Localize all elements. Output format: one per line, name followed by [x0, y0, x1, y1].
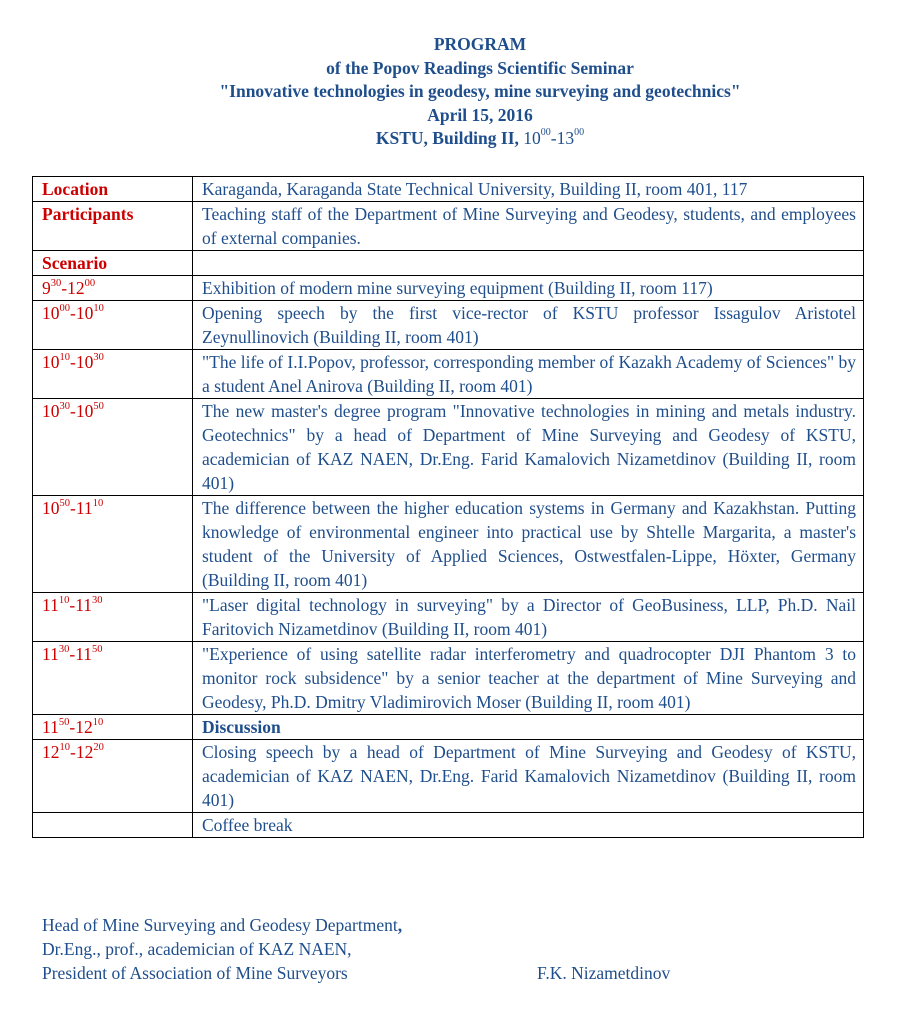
- schedule-description: "Experience of using satellite radar interferometry and quadrocopter DJI Phantom 3 to monitor rock subsidence" by a senior teacher at the department of Mine Surveying and Geodesy, Ph.D. Dmitry Vladimirovich Moser (Building II, room 401): [193, 642, 864, 715]
- participants-row: [33, 202, 864, 251]
- closing-time: [33, 813, 193, 838]
- schedule-time: $10^{10}-10^{30}$: [33, 350, 193, 399]
- program-title: PROGRAM: [433, 34, 527, 54]
- program-table: [32, 176, 864, 838]
- schedule-row: [33, 350, 864, 399]
- schedule-row: [33, 715, 864, 740]
- seminar-name: of the Popov Readings Scientific Seminar: [326, 57, 634, 78]
- schedule-description: "The life of I.I.Popov, professor, corresponding member of Kazakh Academy of Sciences" by a student Anel Anirova (Building II, room 401): [193, 350, 864, 399]
- closing-row: [33, 813, 864, 838]
- seminar-date: April 15, 2016: [427, 104, 533, 125]
- schedule-description: The difference between the higher education systems in Germany and Kazakhstan. Putting knowledge of environmental engineer into practical use by Shtelle Margarita, a master's student of the University of Applied Sciences, Ostwestfalen-Lippe, Höxter, Germany (Building II, room 401): [193, 496, 864, 593]
- schedule-row: [33, 301, 864, 350]
- time-range: $10^{00}-13^{00}$: [523, 127, 585, 148]
- venue: KSTU, Building II,: [375, 128, 519, 148]
- signer-position: Head of Mine Surveying and Geodesy Department,: [42, 915, 403, 935]
- program-header: [0, 33, 897, 151]
- venue-time: [0, 127, 897, 151]
- schedule-row: [33, 642, 864, 715]
- schedule-time: $10^{00}-10^{10}$: [33, 301, 193, 350]
- seminar-theme: "Innovative technologies in geodesy, mine surveying and geotechnics": [219, 81, 741, 101]
- schedule-time: $11^{50}-12^{10}$: [33, 715, 193, 740]
- signer-degree: Dr.Eng., prof., academician of KAZ NAEN,: [42, 939, 352, 959]
- participants-label: Participants: [33, 202, 193, 251]
- schedule-description: The new master's degree program "Innovative technologies in mining and metals industry. Geotechnics" by a head of Department of Mine Surveying and Geodesy of KSTU, academician of KAZ NAEN, Dr.Eng. Farid Kamalovich Nizametdinov (Building II, room 401): [193, 399, 864, 496]
- signer-name: F.K. Nizametdinov: [537, 963, 671, 983]
- schedule-row: [33, 740, 864, 813]
- schedule-time: $12^{10}-12^{20}$: [33, 740, 193, 813]
- signature-block: [42, 913, 402, 985]
- schedule-time: $10^{30}-10^{50}$: [33, 399, 193, 496]
- schedule-time: $9^{30}-12^{00}$: [33, 276, 193, 301]
- location-row: [33, 177, 864, 202]
- scenario-row: [33, 251, 864, 276]
- schedule-description: Exhibition of modern mine surveying equipment (Building II, room 117): [193, 276, 864, 301]
- location-label: Location: [33, 177, 193, 202]
- scenario-label: Scenario: [33, 251, 193, 276]
- schedule-row: [33, 276, 864, 301]
- schedule-time: $11^{10}-11^{30}$: [33, 593, 193, 642]
- signer-association: President of Association of Mine Surveyors: [42, 963, 348, 983]
- participants-text: Teaching staff of the Department of Mine Surveying and Geodesy, students, and employees of external companies.: [193, 202, 864, 251]
- schedule-description: Opening speech by the first vice-rector of KSTU professor Issagulov Aristotel Zeynullinovich (Building II, room 401): [193, 301, 864, 350]
- closing-text: Coffee break: [193, 813, 864, 838]
- schedule-description: "Laser digital technology in surveying" by a Director of GeoBusiness, LLP, Ph.D. Nail Faritovich Nizametdinov (Building II, room 401): [193, 593, 864, 642]
- schedule-row: [33, 593, 864, 642]
- scenario-empty-cell: [193, 251, 864, 276]
- schedule-time: $11^{30}-11^{50}$: [33, 642, 193, 715]
- schedule-time: $10^{50}-11^{10}$: [33, 496, 193, 593]
- schedule-row: [33, 496, 864, 593]
- location-text: Karaganda, Karaganda State Technical University, Building II, room 401, 117: [193, 177, 864, 202]
- schedule-description: Discussion: [193, 715, 864, 740]
- schedule-row: [33, 399, 864, 496]
- schedule-description: Closing speech by a head of Department of Mine Surveying and Geodesy of KSTU, academician of KAZ NAEN, Dr.Eng. Farid Kamalovich Nizametdinov (Building II, room 401): [193, 740, 864, 813]
